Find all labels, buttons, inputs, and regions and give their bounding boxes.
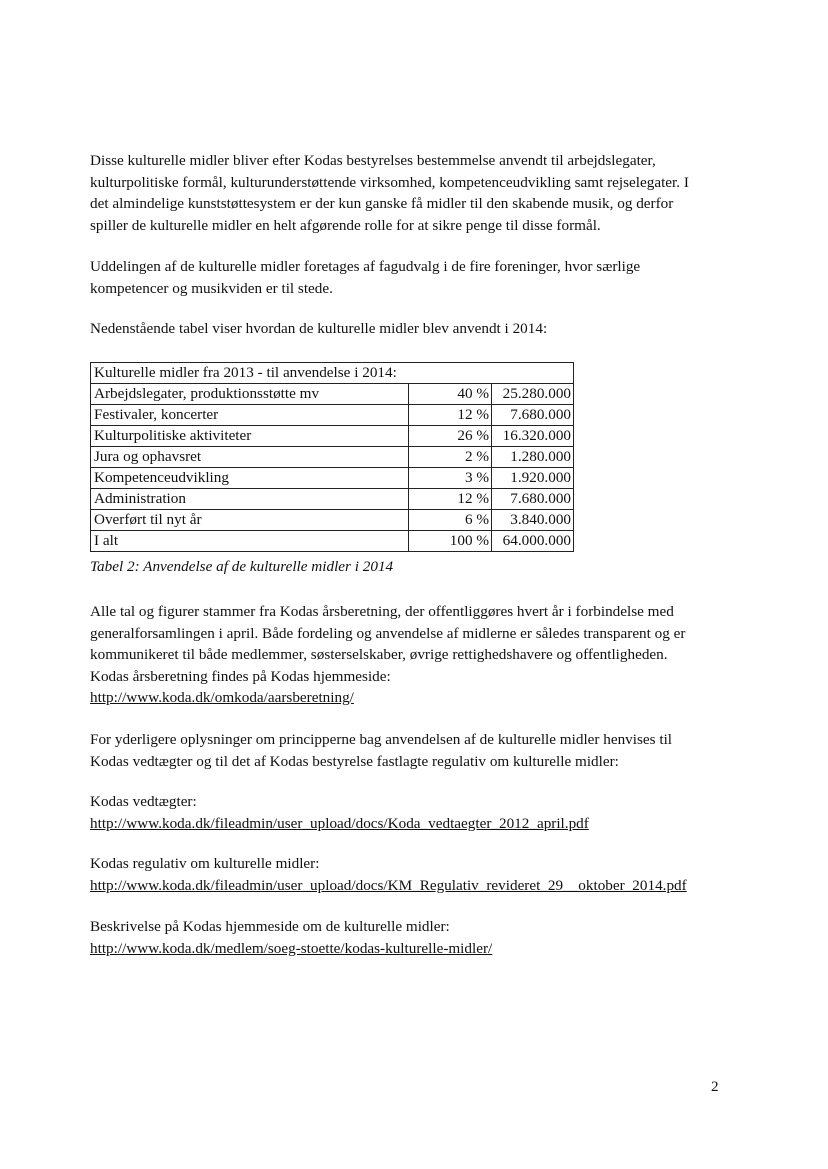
text-line: kommunikeret til både medlemmer, søsterselskaber, øvrige rettighedshavere og offentligheden. [90,646,668,663]
statutes-block [90,791,730,834]
table-row [91,447,574,468]
row-percent: 12 % [409,489,492,510]
text-line: kulturpolitiske formål, kulturunderstøttende virksomhed, kompetenceudvikling samt rejselegater. I [90,173,689,191]
statutes-link[interactable]: http://www.koda.dk/fileadmin/user_upload/docs/Koda_vedtaegter_2012_april.pdf [90,814,589,832]
statutes-label: Kodas vedtægter: [90,793,197,810]
text-line: For yderligere oplysninger om principperne bag anvendelsen af de kulturelle midler henvises til [90,731,673,748]
row-percent: 6 % [409,510,492,531]
table-row [91,510,574,531]
row-label: Festivaler, koncerter [91,405,409,426]
row-label: I alt [91,531,409,552]
intro-paragraph [90,150,730,236]
row-percent: 2 % [409,447,492,468]
text-line: kompetencer og musikviden er til stede. [90,279,333,297]
regulation-block [90,853,730,896]
row-amount: 25.280.000 [492,384,574,405]
table-header-cell: Kulturelle midler fra 2013 - til anvendelse i 2014: [91,363,574,384]
table-total-row [91,531,574,552]
row-amount: 16.320.000 [492,426,574,447]
text-line: Kodas vedtægter og til det af Kodas bestyrelse fastlagte regulativ om kulturelle midler: [90,752,619,770]
source-paragraph [90,601,730,709]
row-percent: 12 % [409,405,492,426]
text-line: generalforsamlingen i april. Både fordeling og anvendelse af midlerne er således transparent og er [90,624,686,642]
further-info-paragraph [90,729,730,772]
description-label: Beskrivelse på Kodas hjemmeside om de kulturelle midler: [90,918,450,935]
row-amount: 7.680.000 [492,405,574,426]
regulation-link[interactable]: http://www.koda.dk/fileadmin/user_upload/docs/KM_Regulativ_revideret_29__oktober_2014.pdf [90,876,687,894]
table-row [91,426,574,447]
row-percent: 100 % [409,531,492,552]
table-row [91,489,574,510]
description-block [90,916,730,959]
table-caption: Tabel 2: Anvendelse af de kulturelle midler i 2014 [90,558,394,575]
row-label: Kompetenceudvikling [91,468,409,489]
row-label: Administration [91,489,409,510]
text-line: Disse kulturelle midler bliver efter Kodas bestyrelses bestemmelse anvendt til arbejdslegater, [90,152,656,169]
row-label: Kulturpolitiske aktiviteter [91,426,409,447]
table-row [91,405,574,426]
text-line: spiller de kulturelle midler en helt afgørende rolle for at sikre penge til disse formål. [90,216,601,234]
table-row [91,468,574,489]
row-label: Jura og ophavsret [91,447,409,468]
text-line: Alle tal og figurer stammer fra Kodas årsberetning, der offentliggøres hvert år i forbindelse med [90,603,674,620]
row-percent: 40 % [409,384,492,405]
annual-report-link[interactable]: http://www.koda.dk/omkoda/aarsberetning/ [90,689,354,706]
table-row [91,384,574,405]
row-amount: 1.920.000 [492,468,574,489]
row-amount: 1.280.000 [492,447,574,468]
row-label: Overført til nyt år [91,510,409,531]
table-header-row [91,363,574,384]
page-number: 2 [711,1078,719,1095]
text-line: Uddelingen af de kulturelle midler foretages af fagudvalg i de fire foreninger, hvor særlige [90,258,641,275]
row-amount: 64.000.000 [492,531,574,552]
distribution-paragraph [90,256,730,299]
row-label: Arbejdslegater, produktionsstøtte mv [91,384,409,405]
text-line: Kodas årsberetning findes på Kodas hjemmeside: [90,667,391,685]
text-line: det almindelige kunststøttesystem er der kun ganske få midler til den skabende musik, og derfor [90,195,674,212]
description-link[interactable]: http://www.koda.dk/medlem/soeg-stoette/kodas-kulturelle-midler/ [90,939,493,957]
allocation-table [90,362,574,552]
regulation-label: Kodas regulativ om kulturelle midler: [90,855,320,872]
row-amount: 7.680.000 [492,489,574,510]
row-amount: 3.840.000 [492,510,574,531]
row-percent: 26 % [409,426,492,447]
row-percent: 3 % [409,468,492,489]
table-intro-paragraph [90,318,730,340]
text-line: Nedenstående tabel viser hvordan de kulturelle midler blev anvendt i 2014: [90,320,548,337]
